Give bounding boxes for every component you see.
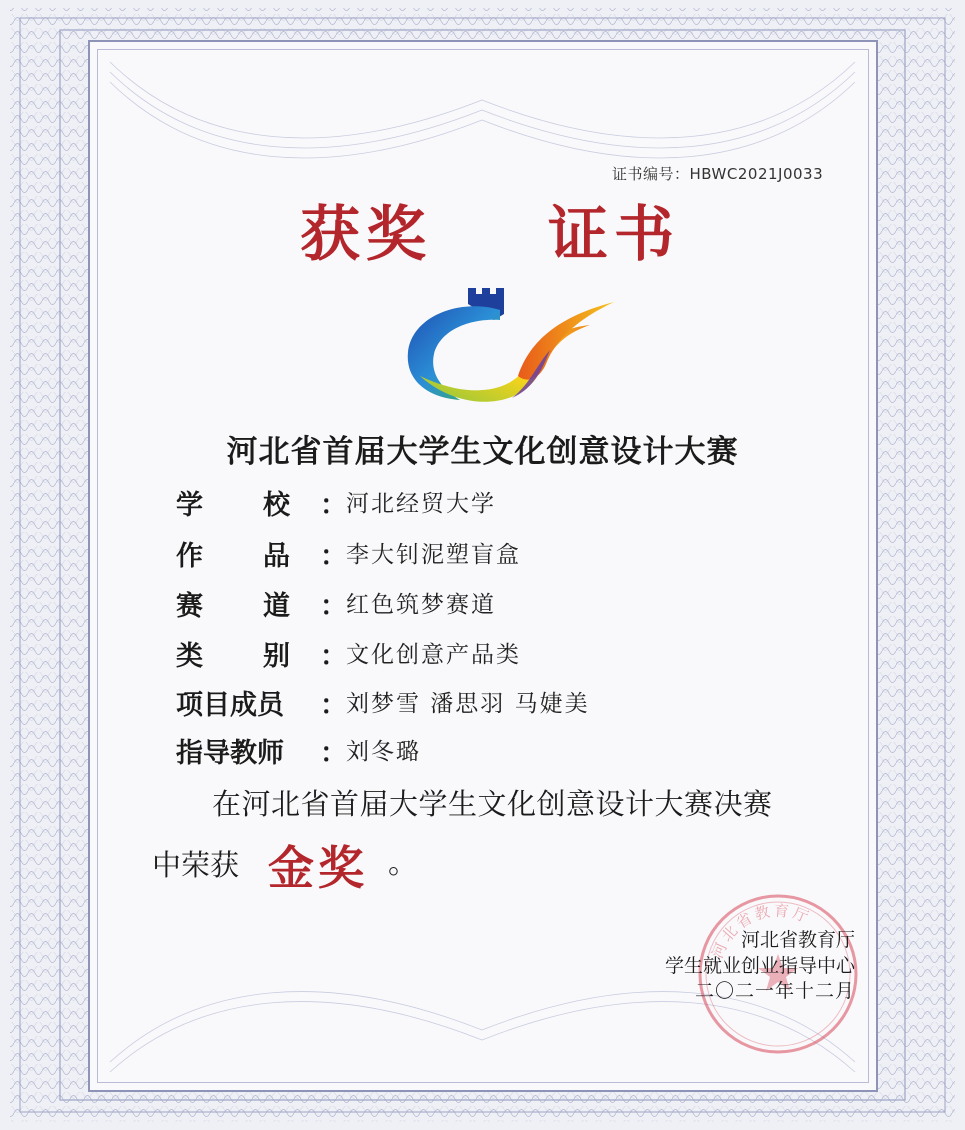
award-text-line2: 中荣获 bbox=[152, 848, 240, 882]
certificate-page: 证书编号：HBWC2021J0033 获奖 证书 河北省首届大学生文化创意设计大赛 学 校 ： 河北经贸大学 作 品 ： 李大钊泥塑盲盒 赛 道 ： 红色筑梦赛道 类 别 ： 文化创意产品类 项目成员 ： 刘梦雪 潘思羽 马婕美 指导教师 ： 刘冬璐 在河北省首届大学生文化创意设计大赛决赛 中荣获 金奖 。 河北省教育厅 河北省教育厅 学生就业创业指导中心 二〇二一年十二月 bbox=[0, 0, 965, 1130]
field-value-track: 红色筑梦赛道 bbox=[346, 592, 496, 618]
award-text-line1: 在河北省首届大学生文化创意设计大赛决赛 bbox=[212, 787, 773, 821]
field-value-members: 刘梦雪 潘思羽 马婕美 bbox=[346, 691, 590, 717]
title-left: 获奖 bbox=[300, 200, 432, 270]
field-label-members: 项目成员 bbox=[176, 690, 284, 721]
competition-logo-icon bbox=[400, 280, 622, 412]
field-label-school: 学 校 bbox=[176, 490, 290, 521]
issue-date: 二〇二一年十二月 bbox=[694, 980, 855, 1002]
issuer-department: 河北省教育厅 bbox=[740, 929, 855, 951]
award-period: 。 bbox=[388, 846, 418, 881]
field-value-work: 李大钊泥塑盲盒 bbox=[346, 542, 521, 568]
svg-text:河北省教育厅: 河北省教育厅 bbox=[708, 901, 814, 961]
field-value-category: 文化创意产品类 bbox=[346, 642, 521, 668]
title-right: 证书 bbox=[548, 200, 680, 270]
field-label-work: 作 品 bbox=[176, 541, 290, 572]
field-value-school: 河北经贸大学 bbox=[346, 491, 496, 517]
field-value-advisor: 刘冬璐 bbox=[346, 739, 421, 765]
competition-name: 河北省首届大学生文化创意设计大赛 bbox=[226, 434, 739, 470]
certificate-number: 证书编号：HBWC2021J0033 bbox=[612, 165, 824, 183]
field-label-advisor: 指导教师 bbox=[176, 738, 284, 769]
field-label-track: 赛 道 bbox=[176, 591, 290, 622]
issuer-center: 学生就业创业指导中心 bbox=[664, 955, 855, 977]
award-name: 金奖 bbox=[268, 841, 368, 895]
field-label-category: 类 别 bbox=[176, 641, 290, 672]
